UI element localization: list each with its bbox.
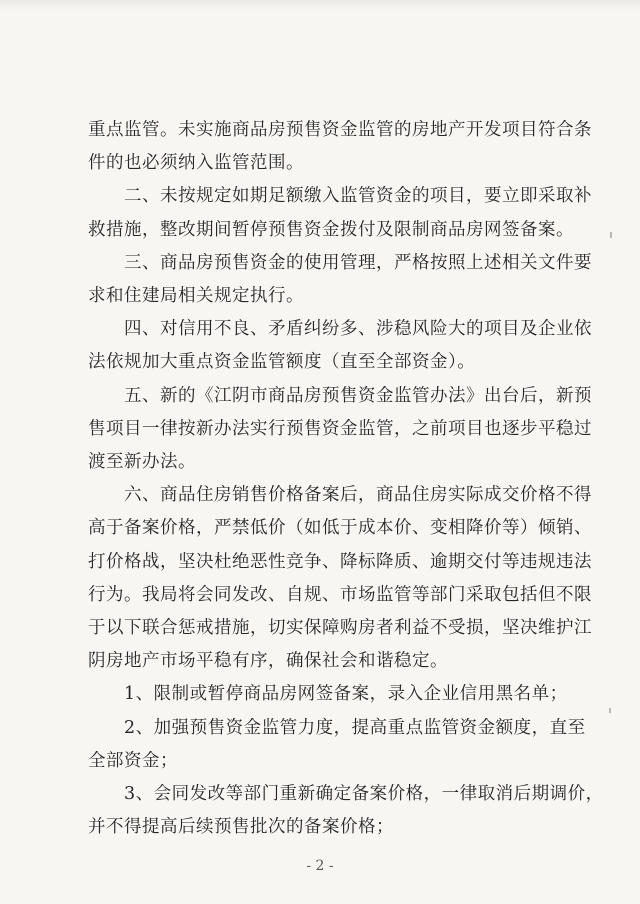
- text-line: 3、会同发改等部门重新确定备案价格，一律取消后期调价，: [124, 784, 604, 804]
- text-line: 高于备案价格，严禁低价（如低于成本价、变相降价等）倾销、: [88, 518, 592, 539]
- text-line: 打价格战，坚决杜绝恶性竞争、降标降质、逾期交付等违规违法: [88, 551, 592, 572]
- text-line: 四、对信用不良、矛盾纠纷多、涉稳风险大的项目及企业依: [124, 319, 592, 340]
- scan-speck: [610, 232, 612, 238]
- text-line: 并不得提高后续预售批次的备案价格；: [88, 817, 394, 838]
- scan-speck: [609, 708, 611, 713]
- text-line: 重点监管。未实施商品房预售资金监管的房地产开发项目符合条: [88, 120, 592, 140]
- text-line: 行为。我局将会同发改、自规、市场监管等部门采取包括但不限: [88, 584, 592, 605]
- text-line: 全部资金；: [88, 750, 178, 771]
- text-line: 售项目一律按新办法实行预售资金监管，之前项目也逐步平稳过: [88, 418, 592, 439]
- text-line: 二、未按规定如期足额缴入监管资金的项目，要立即采取补: [124, 186, 592, 207]
- text-line: 六、商品住房销售价格备案后，商品住房实际成交价格不得: [124, 485, 592, 506]
- scan-edge: [0, 0, 640, 10]
- text-line: 2、加强预售资金监管力度，提高重点监管资金额度，直至: [124, 717, 586, 738]
- text-line: 救措施，整改期间暂停预售资金拨付及限制商品房网签备案。: [88, 219, 574, 240]
- text-line: 三、商品房预售资金的使用管理，严格按照上述相关文件要: [124, 252, 592, 273]
- text-line: 五、新的《江阴市商品房预售资金监管办法》出台后，新预: [124, 385, 592, 406]
- text-line: 1、限制或暂停商品房网签备案，录入企业信用黑名单；: [124, 684, 568, 705]
- text-line: 阴房地产市场平稳有序，确保社会和谐稳定。: [88, 651, 448, 672]
- text-line: 件的也必须纳入监管范围。: [88, 153, 304, 174]
- text-line: 渡至新办法。: [88, 452, 196, 472]
- text-line: 于以下联合惩戒措施，切实保障购房者利益不受损，坚决维护江: [88, 618, 592, 638]
- page-number: - 2 -: [306, 858, 334, 875]
- text-line: 求和住建局相关规定执行。: [88, 286, 304, 306]
- text-line: 法依规加大重点资金监管额度（直至全部资金）。: [88, 352, 476, 373]
